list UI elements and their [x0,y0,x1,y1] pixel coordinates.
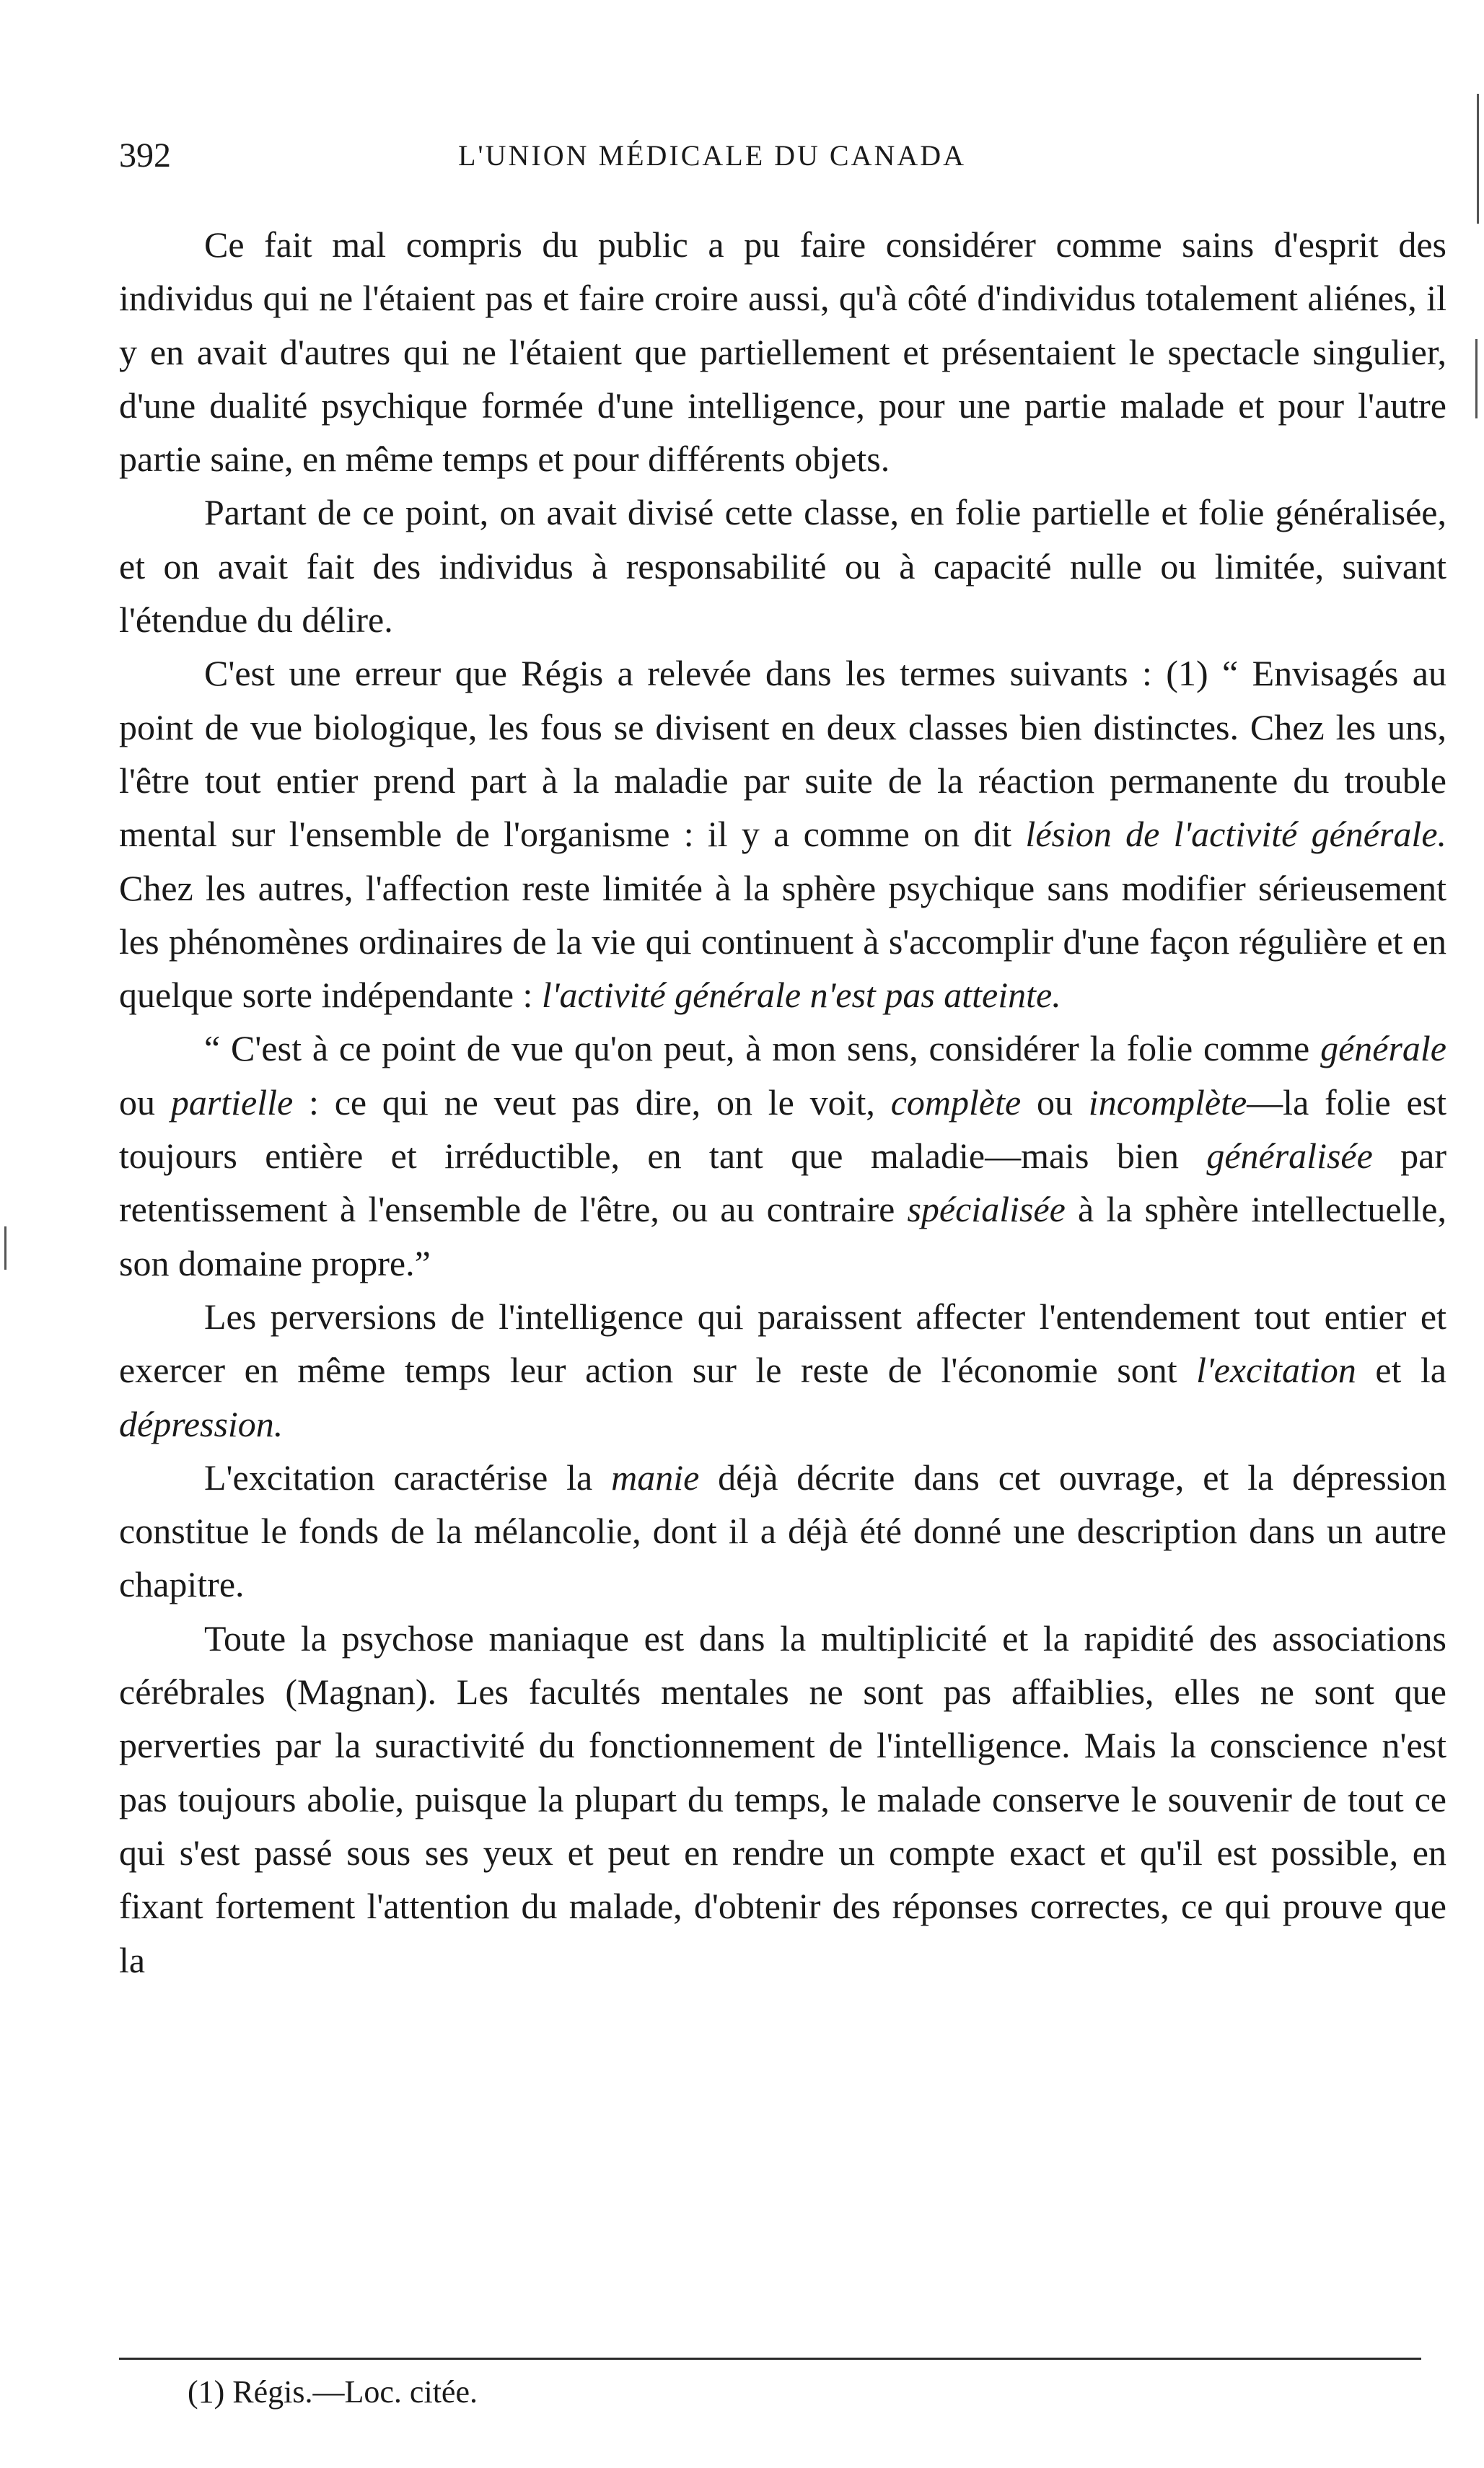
paragraph: L'excitation caractérise la manie déjà décrite dans cet ouvrage, et la dépression constitue le fonds de la mélancolie, dont il a déjà été donné une description dans un autre chapitre. [119,1457,1446,1605]
paragraph: Les perversions de l'intelligence qui paraissent affecter l'entendement tout entier et exercer en même temps leur action sur le reste de l'économie sont l'excitation et la dépression. [119,1296,1446,1444]
scan-edge-mark [4,1226,6,1270]
scan-edge-mark [1475,339,1478,418]
italic-phrase: l'activité générale n'est pas atteinte. [541,975,1061,1016]
body-text [119,218,1446,1987]
italic-word: incomplète [1088,1081,1247,1123]
footnote: (1) Régis.—Loc. citée. [188,2374,478,2410]
paragraph: C'est une erreur que Régis a relevée dans les termes suivants : (1) “ Envisagés au point de vue biologique, les fous se divisent en deux classes bien distinctes. Chez les uns, l'être tout entier prend part à la maladie par suite de la réaction permanente du trouble mental sur l'ensemble de l'organisme : il y a comme on dit lésion de l'activité générale. Chez les autres, l'affection reste limitée à la sphère psychique sans modifier sérieusement les phénomènes ordinaires de la vie qui continuent à s'accomplir d'une façon régulière et en quelque sorte indépendante : l'activité générale n'est pas atteinte. [119,653,1447,1016]
page-header [119,136,1446,186]
italic-word: manie [611,1457,700,1498]
paragraph: Ce fait mal compris du public a pu faire considérer comme sains d'esprit des individus qui ne l'étaient pas et faire croire aussi, qu'à côté d'individus totalement aliénes, il y en avait d'autres qui ne l'étaient que partiellement et présentaient le spectacle singulier, d'une dualité psychique formée d'une intelligence, pour une partie malade et pour l'autre partie saine, en même temps et pour différents objets. [119,224,1446,480]
running-title: L'UNION MÉDICALE DU CANADA [458,139,967,172]
italic-word: complète [890,1081,1022,1123]
scan-edge-mark [1477,94,1479,224]
italic-word: générale [1320,1028,1446,1069]
page-number: 392 [119,136,171,175]
paragraph: “ C'est à ce point de vue qu'on peut, à mon sens, considérer la folie comme générale ou partielle : ce qui ne veut pas dire, on le voit, complète ou incomplète—la folie est toujours entière et irréductible, en tant que maladie—mais bien généralisée par retentissement à l'ensemble de l'être, ou au contraire spécialisée à la sphère intellectuelle, son domaine propre.” [119,1028,1447,1283]
paragraph: Toute la psychose maniaque est dans la multiplicité et la rapidité des associations cérébrales (Magnan). Les facultés mentales ne sont pas affaiblies, elles ne sont que perverties par la suractivité du fonctionnement de l'intelligence. Mais la conscience n'est pas toujours abolie, puisque la plupart du temps, le malade conserve le souvenir de tout ce qui s'est passé sous ses yeux et peut en rendre un compte exact et qu'il est possible, en fixant fortement l'attention du malade, d'obtenir des réponses correctes, ce qui prouve que la [119,1617,1446,1980]
italic-word: spécialisée [907,1189,1066,1230]
footnote-rule [119,2358,1421,2360]
italic-word: l'excitation [1196,1350,1356,1391]
italic-word: partielle [170,1081,294,1123]
paragraph: Partant de ce point, on avait divisé cette classe, en folie partielle et folie généralisée, et on avait fait des individus à responsabilité ou à capacité nulle ou limitée, suivant l'étendue du délire. [119,492,1446,641]
italic-phrase: lésion de l'activité générale. [1025,814,1447,855]
italic-word: généralisée [1206,1136,1373,1177]
italic-word: dépression. [119,1403,284,1444]
